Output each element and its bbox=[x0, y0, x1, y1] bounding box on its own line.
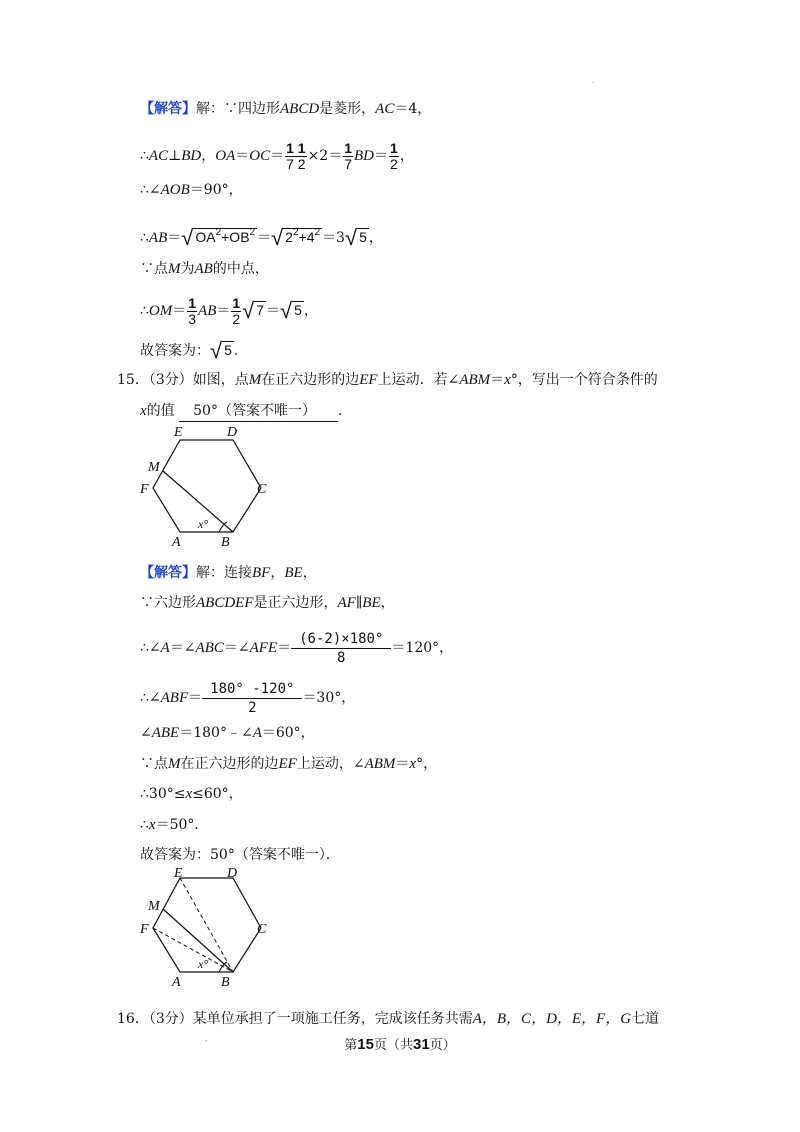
sqrt-5: √ 5 bbox=[344, 225, 367, 250]
q16-line1: 16．（3分）某单位承担了一项施工任务，完成该任务共需A，B，C，D，E，F，G七道 bbox=[117, 1011, 660, 1027]
header-dot: . bbox=[592, 76, 595, 85]
sqrt-oa2-ob2: √ $OA^2+OB^2$ bbox=[181, 225, 256, 250]
label-e-2: E bbox=[174, 866, 183, 881]
q15-sol-line3: ∴∠A＝∠ABC＝∠AFE＝ $\frac{(6-2)\times 180^\circ}{8}$ ＝120°， bbox=[140, 630, 454, 666]
q14-line1: 【解答】解：∵四边形ABCD是菱形，AC＝4， bbox=[140, 101, 432, 117]
q14-line6: ∴OM＝ $\frac{1}{3}$ AB＝ $\frac{1}{2}$ √ 7 ＝√ 5 ， bbox=[140, 288, 318, 333]
fraction-abf-angle: $\frac{180^\circ -120^\circ}{2}$ bbox=[202, 680, 302, 717]
page-number: 15 bbox=[357, 1036, 374, 1053]
footer-dot: . bbox=[205, 1034, 208, 1043]
answer-blank: 50°（答案不唯一） bbox=[179, 401, 338, 422]
sqrt-2sq-4sq: √ $2^2+4^2$ bbox=[271, 225, 321, 250]
fraction-1-over-3: $\frac{1}{3}$ bbox=[188, 294, 197, 327]
page-total: 31 bbox=[413, 1036, 430, 1053]
q14-line4: ∴AB＝√ $OA^2+OB^2$ ＝√ $2^2+4^2 =3√$ 5 ， bbox=[140, 218, 383, 253]
hexagon-figure-2 bbox=[135, 864, 280, 994]
dashed-bf bbox=[153, 928, 233, 972]
label-c: C bbox=[257, 482, 267, 497]
sqrt-5-b: √ 5 bbox=[280, 298, 302, 323]
q15-sol-line4: ∴∠ABF＝ $\frac{180^\circ -120^\circ}{2}$ ＝30°， bbox=[140, 680, 356, 716]
hexagon-figure-1 bbox=[135, 420, 280, 550]
label-b-2: B bbox=[221, 975, 230, 990]
solution-tag-2: 【解答】 bbox=[140, 565, 196, 581]
q15-answer-line: 故答案为：50°（答案不唯一）． bbox=[140, 847, 340, 863]
q15-sol-line6: ∵点M在正六边形的边EF上运动，∠ABM＝x°， bbox=[140, 756, 438, 772]
q16-number: 16． bbox=[117, 1011, 149, 1027]
label-f-2: F bbox=[140, 922, 149, 937]
label-x: x° bbox=[198, 517, 209, 531]
sqrt-7: √ 7 bbox=[242, 298, 265, 323]
q15-line1: 15．（3分）如图，点M在正六边形的边EF上运动．若∠ABM＝x°，写出一个符合条件的 bbox=[117, 372, 658, 388]
q14-line2: ∴AC⊥BD，OA＝OC＝ $\frac{1 1}{7 2}$ ×2＝ $\frac{1}{7}$ BD＝ $\frac{1}{2}$ ， bbox=[140, 139, 414, 172]
label-f: F bbox=[140, 482, 149, 497]
sqrt-5-answer: √ 5 bbox=[210, 338, 232, 363]
q14-answer-line: 故答案为：√ 5 . bbox=[140, 338, 239, 363]
q15-number: 15． bbox=[117, 372, 149, 388]
q15-sol-line2: ∵六边形ABCDEF是正六边形，AF∥BE， bbox=[140, 595, 395, 611]
q15-sol-line8: ∴x＝50°． bbox=[140, 817, 209, 833]
page-footer: 第15页（共31页） bbox=[344, 1036, 456, 1053]
q15-line2: x的值 50°（答案不唯一） ． bbox=[140, 401, 352, 422]
q15-sol-line1: 【解答】解：连接BF，BE， bbox=[140, 565, 317, 581]
q15-sol-line7: ∴30°≤x≤60°， bbox=[140, 786, 243, 802]
fraction-1-over-2: $\frac{1}{2}$ bbox=[390, 139, 398, 172]
fraction-1-over-7: $\frac{1}{7}$ bbox=[344, 139, 353, 172]
fraction-interior-angle: $\frac{(6-2)\times 180^\circ}{8}$ bbox=[291, 630, 391, 667]
label-x-2: x° bbox=[198, 957, 209, 971]
label-b: B bbox=[221, 535, 230, 550]
label-d-2: D bbox=[227, 866, 238, 881]
label-a: A bbox=[172, 535, 181, 550]
label-m-2: M bbox=[148, 899, 160, 914]
label-a-2: A bbox=[172, 975, 181, 990]
fraction-1-1-over-7-2: $\frac{1 1}{7 2}$ bbox=[286, 139, 306, 172]
label-m: M bbox=[148, 460, 160, 475]
solution-tag: 【解答】 bbox=[140, 101, 196, 117]
label-d: D bbox=[227, 425, 238, 440]
q15-sol-line5: ∠ABE＝180°﹣∠A＝60°， bbox=[140, 725, 315, 741]
label-e: E bbox=[174, 425, 183, 440]
q14-line3: ∴∠AOB＝90°， bbox=[140, 182, 243, 198]
label-c-2: C bbox=[257, 922, 267, 937]
fraction-1-over-2-b: $\frac{1}{2}$ bbox=[232, 294, 241, 327]
q14-line5: ∵点M为AB的中点， bbox=[140, 261, 269, 277]
